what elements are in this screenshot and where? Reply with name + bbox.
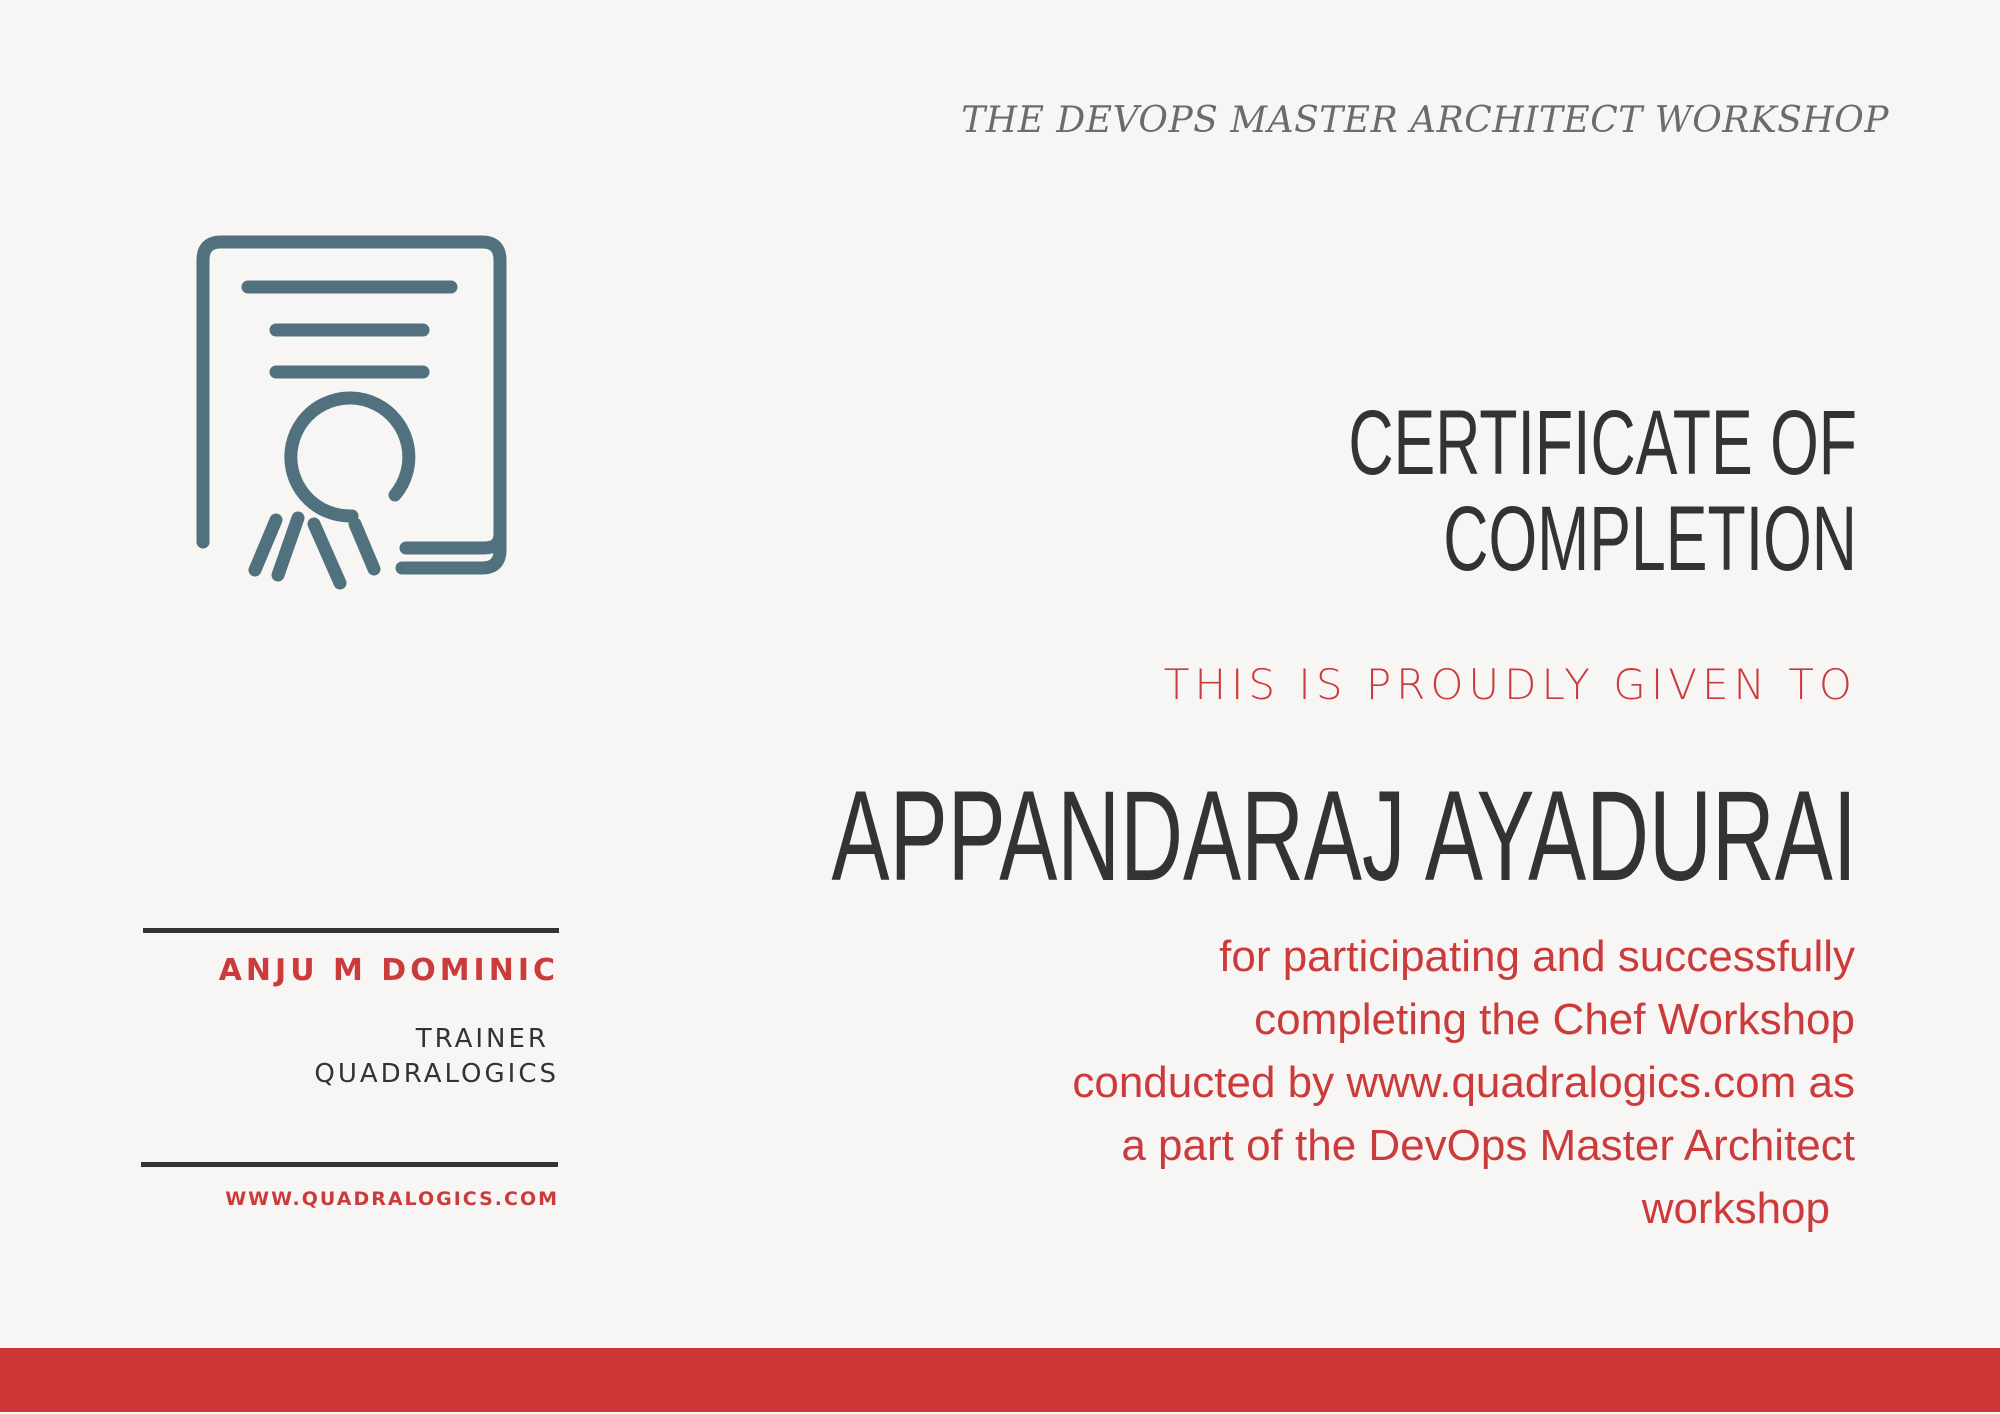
recipient-name: APPANDARAJ AYADURAI xyxy=(831,765,1857,908)
signature-line xyxy=(143,928,559,933)
certificate-icon xyxy=(190,230,520,610)
certificate-title-line1: CERTIFICATE OF xyxy=(1348,392,1857,494)
divider-line xyxy=(141,1162,558,1167)
signer-name: ANJU M DOMINIC xyxy=(218,953,559,988)
description-line: completing the Chef Workshop xyxy=(1254,995,1855,1044)
signer-organization: QUADRALOGICS xyxy=(314,1059,559,1089)
certificate-title xyxy=(1348,392,1857,590)
description-line: a part of the DevOps Master Architect xyxy=(1121,1121,1855,1170)
workshop-title: THE DEVOPS MASTER ARCHITECT WORKSHOP xyxy=(961,100,1889,141)
signer-role-block xyxy=(314,1022,559,1092)
footer-bar xyxy=(0,1348,2000,1412)
website-link[interactable]: WWW.QUADRALOGICS.COM xyxy=(225,1188,559,1210)
description-line: for participating and successfully xyxy=(1219,932,1855,981)
signer-role: TRAINER xyxy=(415,1024,549,1054)
description-line: conducted by www.quadralogics.com as xyxy=(1072,1058,1855,1107)
completion-description xyxy=(955,925,1855,1240)
certificate-title-line2: COMPLETION xyxy=(1443,488,1857,590)
given-to-label: THIS IS PROUDLY GIVEN TO xyxy=(1163,660,1857,709)
description-line: workshop xyxy=(1641,1184,1830,1233)
